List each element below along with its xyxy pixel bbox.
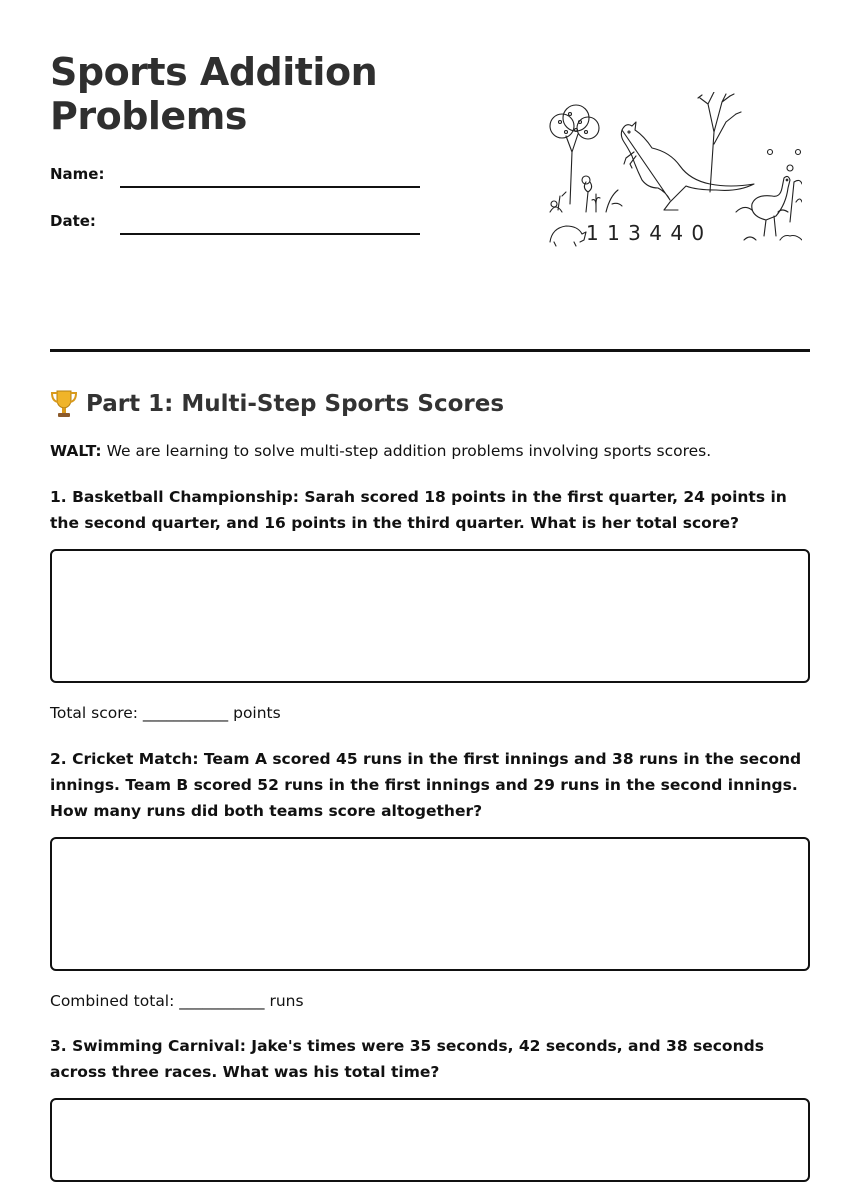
part1-heading (50, 388, 504, 420)
kangaroo-icon (621, 122, 754, 210)
date-field[interactable] (120, 233, 420, 235)
answer-line-2: Combined total: ___________ runs (50, 992, 304, 1010)
answer-box-1[interactable] (50, 549, 810, 683)
name-field[interactable] (120, 186, 420, 188)
walt-text: We are learning to solve multi-step addition problems involving sports scores. (101, 442, 712, 460)
emu-icon (752, 176, 790, 236)
answer-box-3[interactable] (50, 1098, 810, 1182)
question-2: 2. Cricket Match: Team A scored 45 runs in the first innings and 38 runs in the second innings. Team B scored 52 runs in the first innings and 29 runs in the second innings. How many runs did both teams score altogether? (50, 750, 802, 820)
bush-plants-icon (550, 176, 622, 212)
walt-label: WALT: (50, 442, 102, 460)
section-divider (50, 349, 810, 352)
question-3: 3. Swimming Carnival: Jake's times were 35 seconds, 42 seconds, and 38 seconds across three races. What was his total time? (50, 1037, 764, 1081)
kangaroo-illustration (540, 92, 802, 250)
part1-heading-text: Part 1: Multi-Step Sports Scores (86, 391, 505, 417)
answer-box-2[interactable] (50, 837, 810, 971)
question-1: 1. Basketball Championship: Sarah scored 18 points in the first quarter, 24 points in the second quarter, and 16 points in the third quarter. What is her total score? (50, 488, 787, 532)
name-label: Name: (50, 165, 105, 183)
tree-right-icon (698, 92, 741, 192)
tree-left-icon (550, 105, 599, 204)
worksheet-title: Sports Addition Problems (50, 50, 378, 138)
answer-line-1: Total score: ___________ points (50, 704, 281, 722)
illustration-numbers: 1 1 3 4 4 0 (586, 221, 706, 245)
wombat-icon (550, 226, 586, 246)
bush-right-icon (736, 150, 802, 223)
trophy-icon (50, 389, 78, 419)
walt-statement (50, 440, 830, 462)
date-label: Date: (50, 212, 96, 230)
